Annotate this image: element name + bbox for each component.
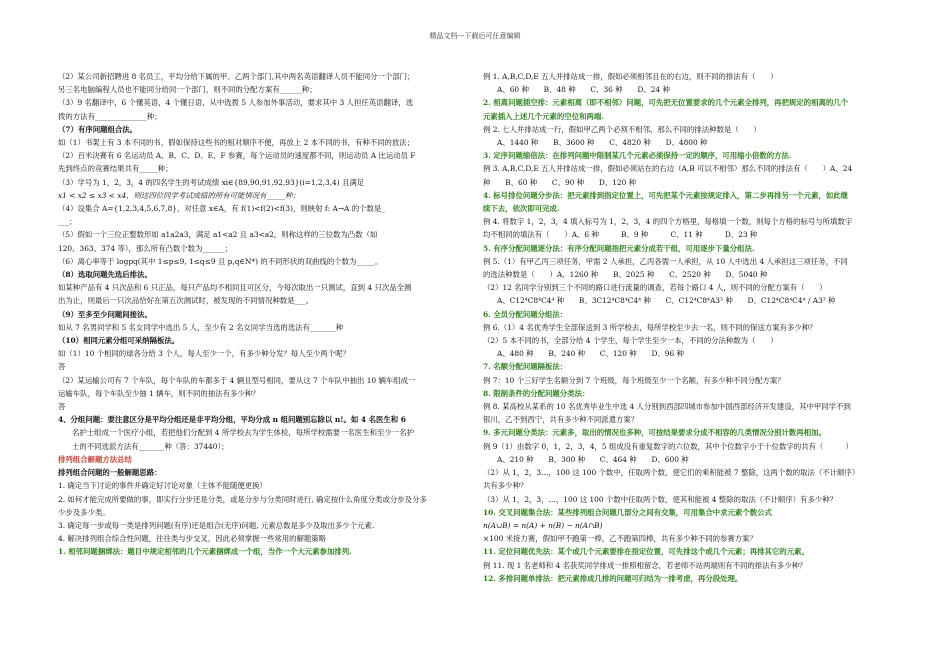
text-line: 如（1）书架上有 3 本不同的书，假如保持这些书的相对顺序不便，再放上 2 本不同的书，有种不同的放法； bbox=[58, 138, 415, 148]
text-line: 例 5.（1）有甲乙丙三项任务，甲需 2 人承担，乙丙各需一人承担，从 10 人中选出 4 人承担这三项任务，不同 bbox=[483, 256, 848, 266]
text-line: （2）某运输公司有 7 个车队，每个车队的车都多于 4 辆且型号相同，要从这 7 个车队中抽出 10 辆车组成一 bbox=[58, 375, 416, 385]
text-line: 拨的方法有______________种； bbox=[58, 111, 162, 121]
options-line: A、C12⁴C8⁴C4⁴ 种 B、3C12⁴C8⁴C4⁴ 种 C、C12⁴C8⁴A3³ 种 D、C12⁴C8⁴C4⁴ / A3³ 种 bbox=[497, 296, 836, 306]
text-line: 如从 7 名男同学和 5 名女同学中选出 5 人，至少有 2 名女同学当选的选法有_______种 bbox=[58, 322, 344, 332]
text-line: （2）12 名同学分别到三个不同的路口进行流量的调查，若每个路口 4 人，则不同的分配方案有（ ） bbox=[483, 283, 827, 293]
green-heading: 1. 相邻问题捆绑法：题目中规定相邻的几个元素捆绑成一个组，当作一个大元素参加排列. bbox=[58, 547, 352, 557]
answer-label: 答 bbox=[58, 402, 66, 412]
text-line: 士的不同选派方法有_______种（答：37440）； bbox=[72, 441, 229, 451]
text-line: （2）百米决赛有 6 名运动员 A、B、C、D、E、F 参赛，每个运动员的速度都不同，则运动员 A 比运动员 F bbox=[58, 151, 416, 161]
text-line: ×100 米接力赛，假如甲不跑第一棒，乙不跑第四棒，共有多少种不同的参赛方案？ bbox=[483, 534, 757, 544]
page-header: 精品文档---下载后可任意编辑 bbox=[429, 32, 521, 40]
green-heading: 3. 定序问题缩倍法：在排列问题中限制某几个元素必须保持一定的顺序，可用缩小倍数的方法. bbox=[483, 151, 792, 161]
text-line: 如（1）10 个相同的球各分给 3 个人，每人至少一个，有多少种分发？每人至少两个呢？ bbox=[58, 349, 350, 359]
math-line: x1 < x2 ≤ x3 < x4，则这四位同学考试成绩的所有可能情况有_____种； bbox=[58, 190, 300, 200]
text-line: （6）离心率等于 logpq(其中 1≤p≤9, 1≤q≤9 且 p,q∈N*) 的不同形状的双曲线的个数为_____。 bbox=[58, 256, 383, 266]
section-heading: （10）相同元素分组可采纳隔板法。 bbox=[58, 336, 180, 346]
text-line: （2）从 1，2，3…，100 这 100 个数中，任取两个数，使它们的乘积能被 7 整除，这两个数的取法（不计顺序） bbox=[483, 468, 860, 478]
options-line: 种 B、60 种 C、90 种 D、120 种 bbox=[483, 177, 637, 187]
green-heading: 6. 全员分配问题分组法： bbox=[483, 309, 568, 319]
options-line: A、210 种 B、300 种 C、464 种 D、600 种 bbox=[497, 454, 689, 464]
text-line: 3. 确定每一步或每一类是排列问题(有序)还是组合(无序)问题, 元素总数是多少及取出多少个元素. bbox=[58, 520, 375, 530]
section-heading: （7）有序问题组合法。 bbox=[58, 124, 138, 134]
text-line: 例 1. A,B,C,D,E 五人并排站成一排，假如必须相邻且在的右边，则不同的排法有（ ） bbox=[483, 72, 778, 81]
green-heading: 9. 多元问题分类法：元素多，取出的情况也多种，可按结果要求分成不相容的几类情况分别计数再相加。 bbox=[483, 428, 826, 438]
right-column bbox=[483, 70, 893, 585]
text-line: 运输车队，每个车队至少抽 1 辆车，则不同的抽法有多少种？ bbox=[58, 388, 260, 398]
text-line: 先到终点的竞赛结果共有_____种； bbox=[58, 164, 173, 174]
text-line: 的选法种数是（ ）A、1260 种 B、2025 种 C、2520 种 D、5040 种 bbox=[483, 270, 768, 280]
green-heading: 10. 交叉问题集合法：某些排列组合问题几部分之间有交集，可用集合中求元素个数公式 bbox=[483, 507, 772, 517]
text-line: 2. 如何才能完成所要做的事，即实行分步还是分类，或是分步与分类同时进行, 确定按什么角度分类或分步及分多 bbox=[58, 494, 427, 504]
text-line: （4）设集合 A={1,2,3,4,5,6,7,8}，对任意 x∈A，有 f(1)<f(2)<f(3)，则映射 f: A→A 的个数是_ bbox=[58, 204, 385, 214]
text-line: 另三名电脑编程人员也不能同分给同一个部门，则不同的分配方案有______种； bbox=[58, 85, 317, 95]
text-line: 银川，乙不到西宁，共有多少种不同派遣方案？ bbox=[483, 415, 639, 425]
text-line: 例 6.（1）4 名优秀学生全部保送到 3 所学校去，每所学校至少去一名，则不同的保送方案有多少种？ bbox=[483, 322, 817, 332]
section-heading: 4、分组问题：要注意区分是平均分组还是非平均分组，平均分成 n 组问题别忘除以 n!。如 4 名医生和 6 bbox=[58, 415, 406, 425]
section-heading: （9）至多至少问题间接法。 bbox=[58, 309, 152, 319]
text-line: （3）9 名翻译中，6 个懂英语，4 个懂日语，从中选拨 5 人参加外事活动，要求其中 3 人担任英语翻译，选 bbox=[58, 98, 414, 108]
green-heading: 7. 名额分配问题隔板法： bbox=[483, 362, 568, 372]
text-line: （3）学号为 1，2，3，4 的四名学生的考试成绩 xi∈{89,90,91,92,93}(i=1,2,3,4) 且满足 bbox=[58, 177, 365, 187]
red-title: 排列组合解题方法总结 bbox=[58, 454, 132, 464]
text-line: 如某种产品有 4 只次品和 6 只正品，每只产品均不相同且可区分，今每次取出一只测试，直到 4 只次品全测 bbox=[58, 283, 412, 293]
formula-line: n(A∪B) = n(A) + n(B) − n(A∩B) bbox=[483, 520, 603, 530]
answer-label: 答 bbox=[58, 362, 66, 372]
text-line: 例 4. 将数字 1，2，3，4 填入标号为 1，2，3，4 的四个方格里，每格填一个数，则每个方格的标号与所填数字 bbox=[483, 217, 853, 227]
text-line: （2）5 本不同的书，全部分给 4 个学生，每个学生至少一本，不同的分法种数为（ ） bbox=[483, 336, 778, 346]
green-heading: 2. 相离问题插空排：元素相离（即不相邻）问题，可先把无位置要求的几个元素全排列，再把规定的相离的几个 bbox=[483, 98, 849, 108]
section-heading: 排列组合问题的一般解题思路： bbox=[58, 468, 162, 478]
text-line: 出为止，则最后一只次品恰好在第五次测试时，被发现的不同情况种数是___。 bbox=[58, 296, 313, 306]
options-line: A、60 种 B、48 种 C、36 种 D、24 种 bbox=[497, 85, 670, 95]
green-heading: 11. 定位问题优先法：某个或几个元素要排在指定位置，可先排这个或几个元素；再排其它的元素。 bbox=[483, 547, 809, 557]
green-heading: 5. 有序分配问题逐分法：有序分配问题指把元素分成若干组，可用逐步下量分组法. bbox=[483, 243, 755, 253]
text-line: 1. 确定当下讨论的事件并确定好讨论对象（主体不能随便更换） bbox=[58, 481, 267, 491]
text-line: 共有多少种？ bbox=[483, 481, 528, 491]
text-line: 120、363、374 等），那么所有凸数个数为______； bbox=[58, 243, 233, 253]
text-line: 4. 解决排列组合综合性问题，往往类与步交叉，因此必须掌握一些常用的解题策略 bbox=[58, 534, 327, 544]
text-line: 例 2. 七人并排站成一行，假如甲乙两个必须不相邻，那么不同的排法种数是（ ） bbox=[483, 124, 761, 134]
text-line: 名护士组成一个医疗小组，若把他们分配到 4 所学校去为学生体检，每所学校需要一名医生和至少一名护 bbox=[72, 428, 414, 438]
text-line: 例 11. 现 1 名老师和 4 名获奖同学排成一排照相留念，若老师不站两端则有不同的排法有多少种？ bbox=[483, 560, 807, 570]
text-line: 例 8. 某高校从某系的 10 名优秀毕业生中选 4 人分别到西部四城市参加中国西部经济开发建设，其中甲同学不到 bbox=[483, 402, 851, 412]
left-column bbox=[58, 70, 468, 559]
green-heading: 8. 限制条件的分配问题分类法： bbox=[483, 388, 590, 398]
green-heading: 4. 标号排位问题分步法：把元素排到指定位置上，可先把某个元素按规定排入，第二步再排另一个元素，如此继 bbox=[483, 190, 849, 200]
text-line: （2）某公司新招聘进 8 名员工，平均分给下属的甲、乙两个部门,其中两名英语翻译人员不能同分一个部门； bbox=[58, 72, 415, 81]
green-heading: 12. 多排问题单排法：把元素排成几排的问题可归结为一排考虑，再分段处理。 bbox=[483, 573, 743, 583]
text-line: 例 9（1）由数字 0，1，2，3，4，5 组成没有重复数字的六位数，其中个位数字小于十位数字的共有（ ） bbox=[483, 441, 853, 451]
green-heading: 续下去，依次即可完成. bbox=[483, 204, 560, 214]
text-line: （3）从 1，2，3，…，100 这 100 个数中任取两个数，使其和能被 4 整除的取法（不计顺序）有多少种？ bbox=[483, 494, 838, 504]
text-line: ___； bbox=[58, 217, 77, 227]
options-line: A、480 种 B、240 种 C、120 种 D、96 种 bbox=[497, 349, 684, 359]
text-line: 均不相同的填法有（ ）A、6 种 B、9 种 C、11 种 D、23 种 bbox=[483, 230, 758, 240]
text-line: （5）假如一个三位正整数形如 a1a2a3，满足 a1<a2 且 a3<a2，则称这样的三位数为凸数（如 bbox=[58, 230, 378, 240]
options-line: A、1440 种 B、3600 种 C、4820 种 D、4800 种 bbox=[497, 138, 708, 148]
green-heading: 元素插入上述几个元素的空位和两端. bbox=[483, 111, 604, 121]
text-line: 例 3. A,B,C,D,E 五人并排站成一排，假如必须站在的右边（A,B 可以不相邻）那么不同的排法有（ ）A、24 bbox=[483, 164, 853, 174]
section-heading: （8）选取问题先选后排法。 bbox=[58, 270, 152, 280]
text-line: 少步及多少类。 bbox=[58, 507, 110, 517]
text-line: 例 7：10 个三好学生名额分到 7 个班级，每个班级至少一个名额，有多少种不同分配方案？ bbox=[483, 375, 785, 385]
